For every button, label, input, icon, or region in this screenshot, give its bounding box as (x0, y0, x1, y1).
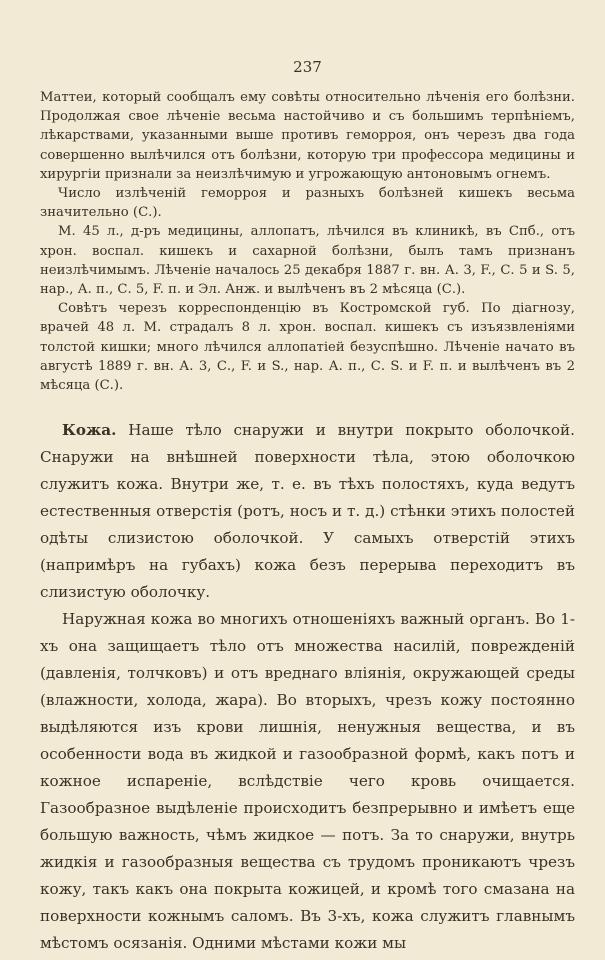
paragraph (40, 417, 575, 606)
paragraph: Число излѣченій геморроя и разныхъ болѣзней кишекъ весьма значительно (С.). (40, 186, 575, 221)
paragraph: Совѣтъ черезъ корреспонденцію въ Костромской губ. По діагнозу, врачей 48 л. М. страдалъ 8 л. хрон. воспал. кишекъ съ изъязвленіями толстой кишки; много лѣчился аллопатіей безуспѣшно. Лѣченіе начато въ августѣ 1889 г. вн. А. 3, С., F. и S., нар. А. п., С. S. и F. п. и вылѣченъ въ 2 мѣсяца (С.). (40, 301, 575, 394)
paragraph-text: Наше тѣло снаружи и внутри покрыто оболочкой. Снаружи на внѣшней поверхности тѣла, этою оболочкою служитъ кожа. Внутри же, т. е. въ тѣхъ полостяхъ, куда ведутъ естественныя отверстія (ротъ, носъ и т. д.) стѣнки этихъ полостей одѣты слизистою оболочкой. У самыхъ отверстій этихъ (напримѣръ на губахъ) кожа безъ перерыва переходитъ въ слизистую оболочку. (40, 421, 575, 602)
paragraph: Маттеи, который сообщалъ ему совѣты относительно лѣченія его болѣзни. Продолжая свое лѣченіе весьма настойчиво и съ большимъ терпѣніемъ, лѣкарствами, указанными выше противъ геморроя, онъ черезъ два года совершенно вылѣчился отъ болѣзни, которую три профессора медицины и хирургіи признали за неизлѣчимую и угрожающую антоновымъ огнемъ. (40, 90, 575, 182)
paragraph: Наружная кожа во многихъ отношеніяхъ важный органъ. Во 1-хъ она защищаетъ тѣло отъ множества насилій, поврежденій (давленія, толчковъ) и отъ вреднаго вліянія, окружающей среды (влажности, холода, жара). Во вторыхъ, чрезъ кожу постоянно выдѣляются изъ крови лишнія, ненужныя вещества, и въ особенности вода въ жидкой и газообразной формѣ, какъ потъ и кожное испареніе, вслѣдствіе чего кровь очищается. Газообразное выдѣленіе происходитъ безпрерывно и имѣетъ еще большую важность, чѣмъ жидкое — потъ. За то снаружи, внутрь жидкія и газообразныя вещества съ трудомъ проникаютъ чрезъ кожу, такъ какъ она покрыта кожицей, и кромѣ того смазана на поверхности кожнымъ саломъ. Въ 3-хъ, кожа служитъ главнымъ мѣстомъ осязанія. Одними мѣстами кожи мы (40, 610, 575, 953)
page-number: 237 (293, 58, 322, 76)
paragraph: М. 45 л., д-ръ медицины, аллопатъ, лѣчился въ клиникѣ, въ Спб., отъ хрон. воспал. кишекъ и сахарной болѣзни, былъ тамъ признанъ неизлѣчимымъ. Лѣченіе началось 25 декабря 1887 г. вн. А. 3, F., С. 5 и S. 5, нар., А. п., С. 5, F. п. и Эл. Анж. и вылѣченъ въ 2 мѣсяца (С.). (40, 224, 575, 298)
small-print-section (40, 88, 575, 395)
section-heading: Кожа. (62, 421, 117, 440)
skin-section (40, 417, 575, 957)
